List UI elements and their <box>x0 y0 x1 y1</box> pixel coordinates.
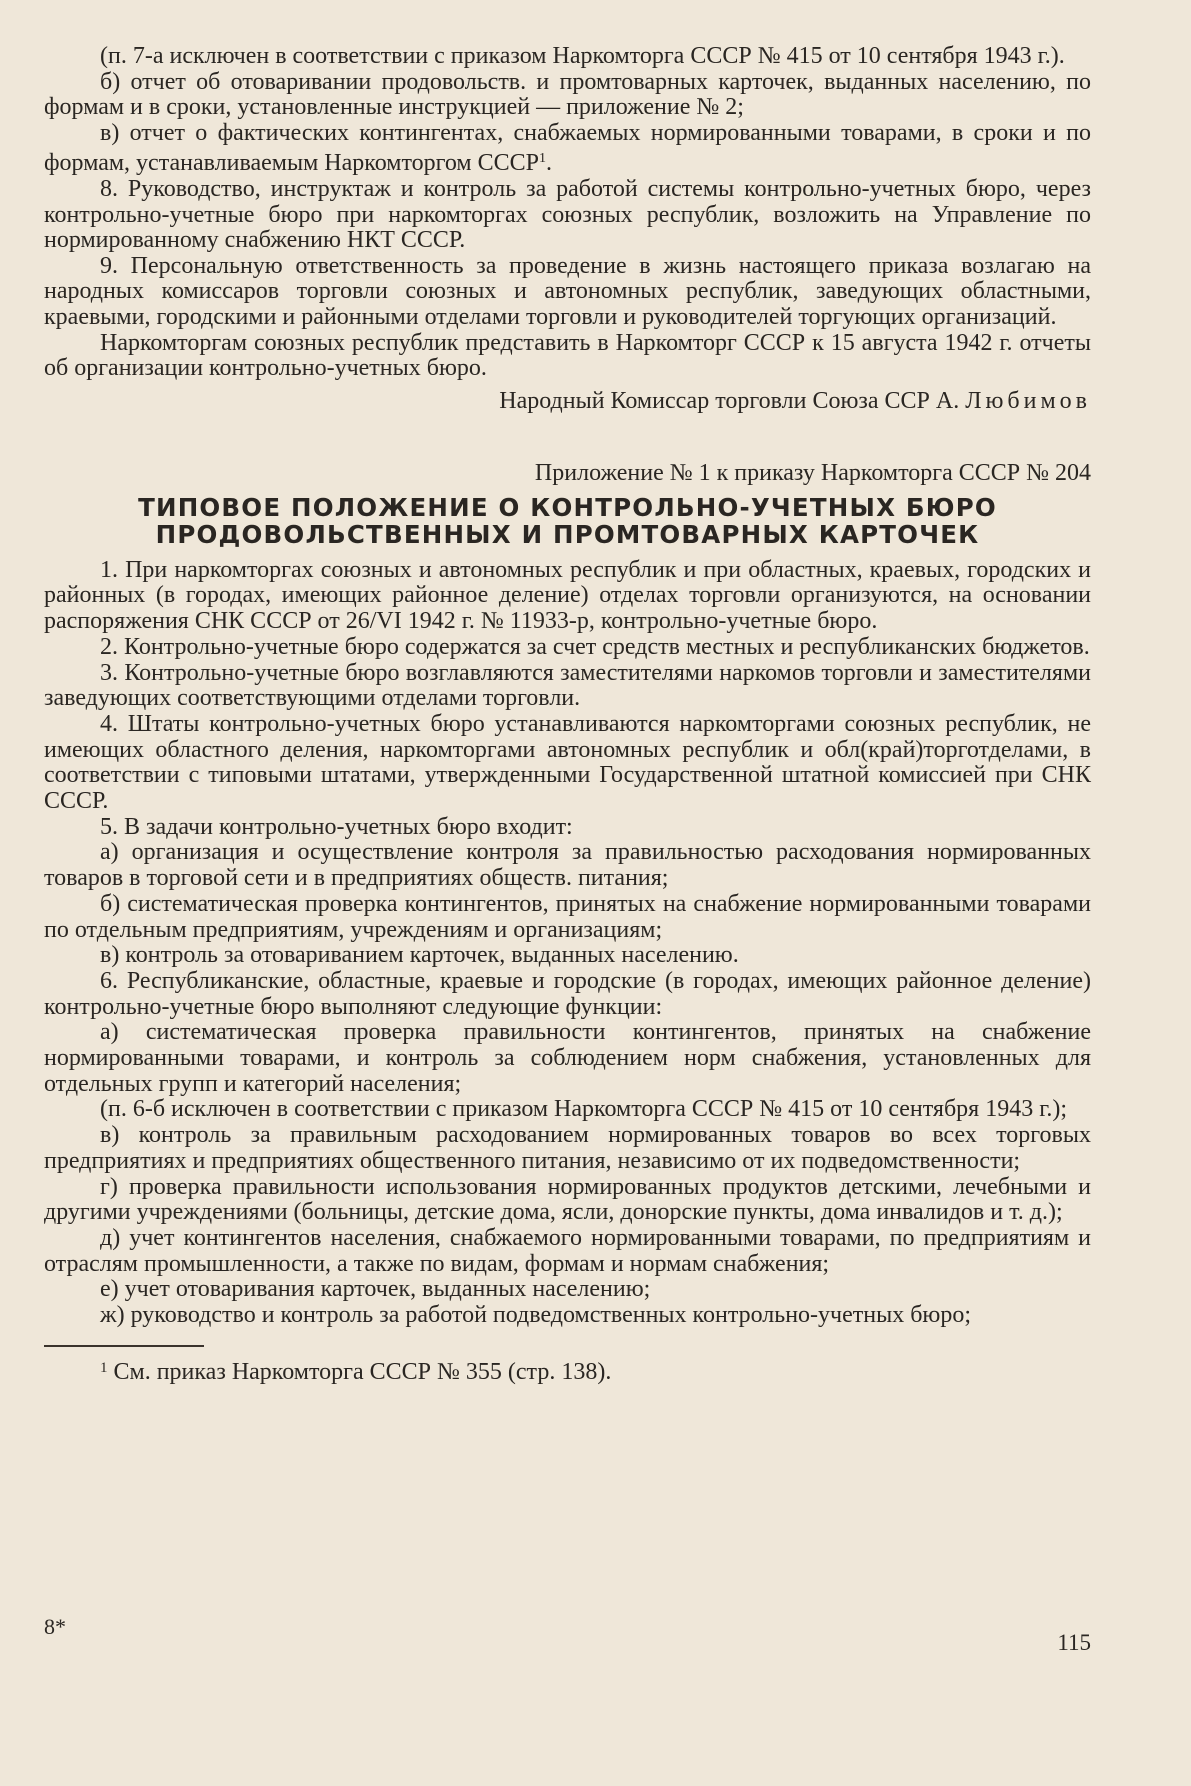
title-line-1: ТИПОВОЕ ПОЛОЖЕНИЕ О КОНТРОЛЬНО-УЧЕТНЫХ БЮРО <box>138 492 997 522</box>
document-title <box>44 494 1091 548</box>
clause-8-management: 8. Руководство, инструктаж и контроль за работой системы контрольно-учетных бюро, через контрольно-учетные бюро при наркомторгах союзных республик, возложить на Управление по нормированному снабжению НКТ СССР. <box>44 175 1091 254</box>
clause-v-report: в) отчет о фактических контингентах, снабжаемых нормированными товарами, в сроки и по формам, устанавливаемым Наркомторгом СССР$^1$. <box>44 119 1091 177</box>
clause-6a: а) систематическая проверка правильности контингентов, принятых на снабжение нормированными товарами, и контроль за соблюдением норм снабжения, установленных для отдельных групп и категорий населения; <box>44 1019 1091 1097</box>
clause-6v: в) контроль за правильным расходованием нормированных товаров во всех торговых предприятиях и предприятиях общественного питания, независимо от их подведомственности; <box>44 1122 1091 1174</box>
excluded-clause-note: (п. 7-а исключен в соответствии с приказом Наркомторга СССР № 415 от 10 сентября 1943 г.). <box>100 43 1065 69</box>
clause-3: 3. Контрольно-учетные бюро возглавляются заместителями наркомов торговли и заместителями заведующих соответствующими отделами торговли. <box>44 659 1091 712</box>
clause-v-text: в) отчет о фактических контингентах, снабжаемых нормированными товарами, в сроки и по формам, устанавливаемым Наркомторгом СССР <box>44 119 1091 177</box>
clause-b-report: б) отчет об отоваривании продовольств. и промтоварных карточек, выданных населению, по формам и в сроки, установленные инструкцией — приложение № 2; <box>44 68 1091 121</box>
sheet-signature-mark: 8* <box>44 1614 66 1639</box>
order-continuation <box>44 44 1091 414</box>
reporting-deadline: Наркомторгам союзных республик представить в Наркомторг СССР к 15 августа 1942 г. отчеты об организации контрольно-учетных бюро. <box>44 329 1091 382</box>
clause-4: 4. Штаты контрольно-учетных бюро устанавливаются наркомторгами союзных республик, не имеющих областного деления, наркомторгами автономных республик и обл(край)торготделами, в соответствии с типовыми штатами, утвержденными Государственной штатной комиссией при СНК СССР. <box>44 710 1091 815</box>
clause-5a: а) организация и осуществление контроля за правильностью расходования нормированных товаров в торговой сети и в предприятиях обществ. питания; <box>44 839 1091 892</box>
clause-5v: в) контроль за отовариванием карточек, выданных населению. <box>100 942 739 969</box>
clause-2: 2. Контрольно-учетные бюро содержатся за счет средств местных и республиканских бюджетов. <box>100 633 1090 660</box>
clause-6g: г) проверка правильности использования нормированных продуктов детскими, лечебными и другими учреждениями (больницы, детские дома, ясли, донорские пункты, дома инвалидов и т. д.); <box>44 1173 1091 1226</box>
clause-5b: б) систематическая проверка контингентов, принятых на снабжение нормированными товарами по отдельным предприятиям, учреждениям и организациям; <box>44 890 1091 943</box>
clause-1: 1. При наркомторгах союзных и автономных республик и при областных, краевых, городских и районных (в городах, имеющих районное деление) отделах торговли организуются, на основании распоряжения СНК СССР от 26/VI 1942 г. № 11933-р, контрольно-учетные бюро. <box>44 556 1091 635</box>
footnote <box>100 1355 1091 1385</box>
clause-6zh: ж) руководство и контроль за работой подведомственных контрольно-учетных бюро; <box>100 1302 972 1329</box>
footnote-marker: 1 <box>538 151 546 167</box>
page-number: 115 <box>1057 1630 1091 1655</box>
clause-6: 6. Республиканские, областные, краевые и городские (в городах, имеющих районное деление) контрольно-учетные бюро выполняют следующие функции: <box>44 967 1091 1020</box>
signature-line <box>44 388 1091 414</box>
regulation-body <box>44 558 1091 1329</box>
footnote-text: См. приказ Наркомторга СССР № 355 (стр. 138). <box>113 1358 612 1385</box>
title-line-2: ПРОДОВОЛЬСТВЕННЫХ И ПРОМТОВАРНЫХ КАРТОЧЕК <box>155 519 980 549</box>
signatory-position: Народный Комиссар торговли Союза ССР А. <box>499 387 960 414</box>
clause-6d: д) учет контингентов населения, снабжаемого нормированными товарами, по предприятиям и отраслям промышленности, а также по видам, формам и нормам снабжения; <box>44 1225 1091 1277</box>
footnote-divider <box>44 1345 204 1347</box>
signatory-name: Любимов <box>965 387 1091 414</box>
footnote-number: 1 <box>100 1359 108 1376</box>
clause-9-responsibility: 9. Персональную ответственность за проведение в жизнь настоящего приказа возлагаю на народных комиссаров торговли союзных и автономных республик, заведующих областными, краевыми, городскими и районными отделами торговли и руководителей торгующих организаций. <box>44 252 1091 330</box>
appendix-reference: Приложение № 1 к приказу Наркомторга СССР № 204 <box>534 459 1091 486</box>
clause-6e: е) учет отоваривания карточек, выданных населению; <box>100 1276 651 1303</box>
clause-5: 5. В задачи контрольно-учетных бюро входит: <box>100 813 573 840</box>
clause-6b-excluded: (п. 6-б исключен в соответствии с приказом Наркомторга СССР № 415 от 10 сентября 1943 г.); <box>100 1096 1068 1123</box>
